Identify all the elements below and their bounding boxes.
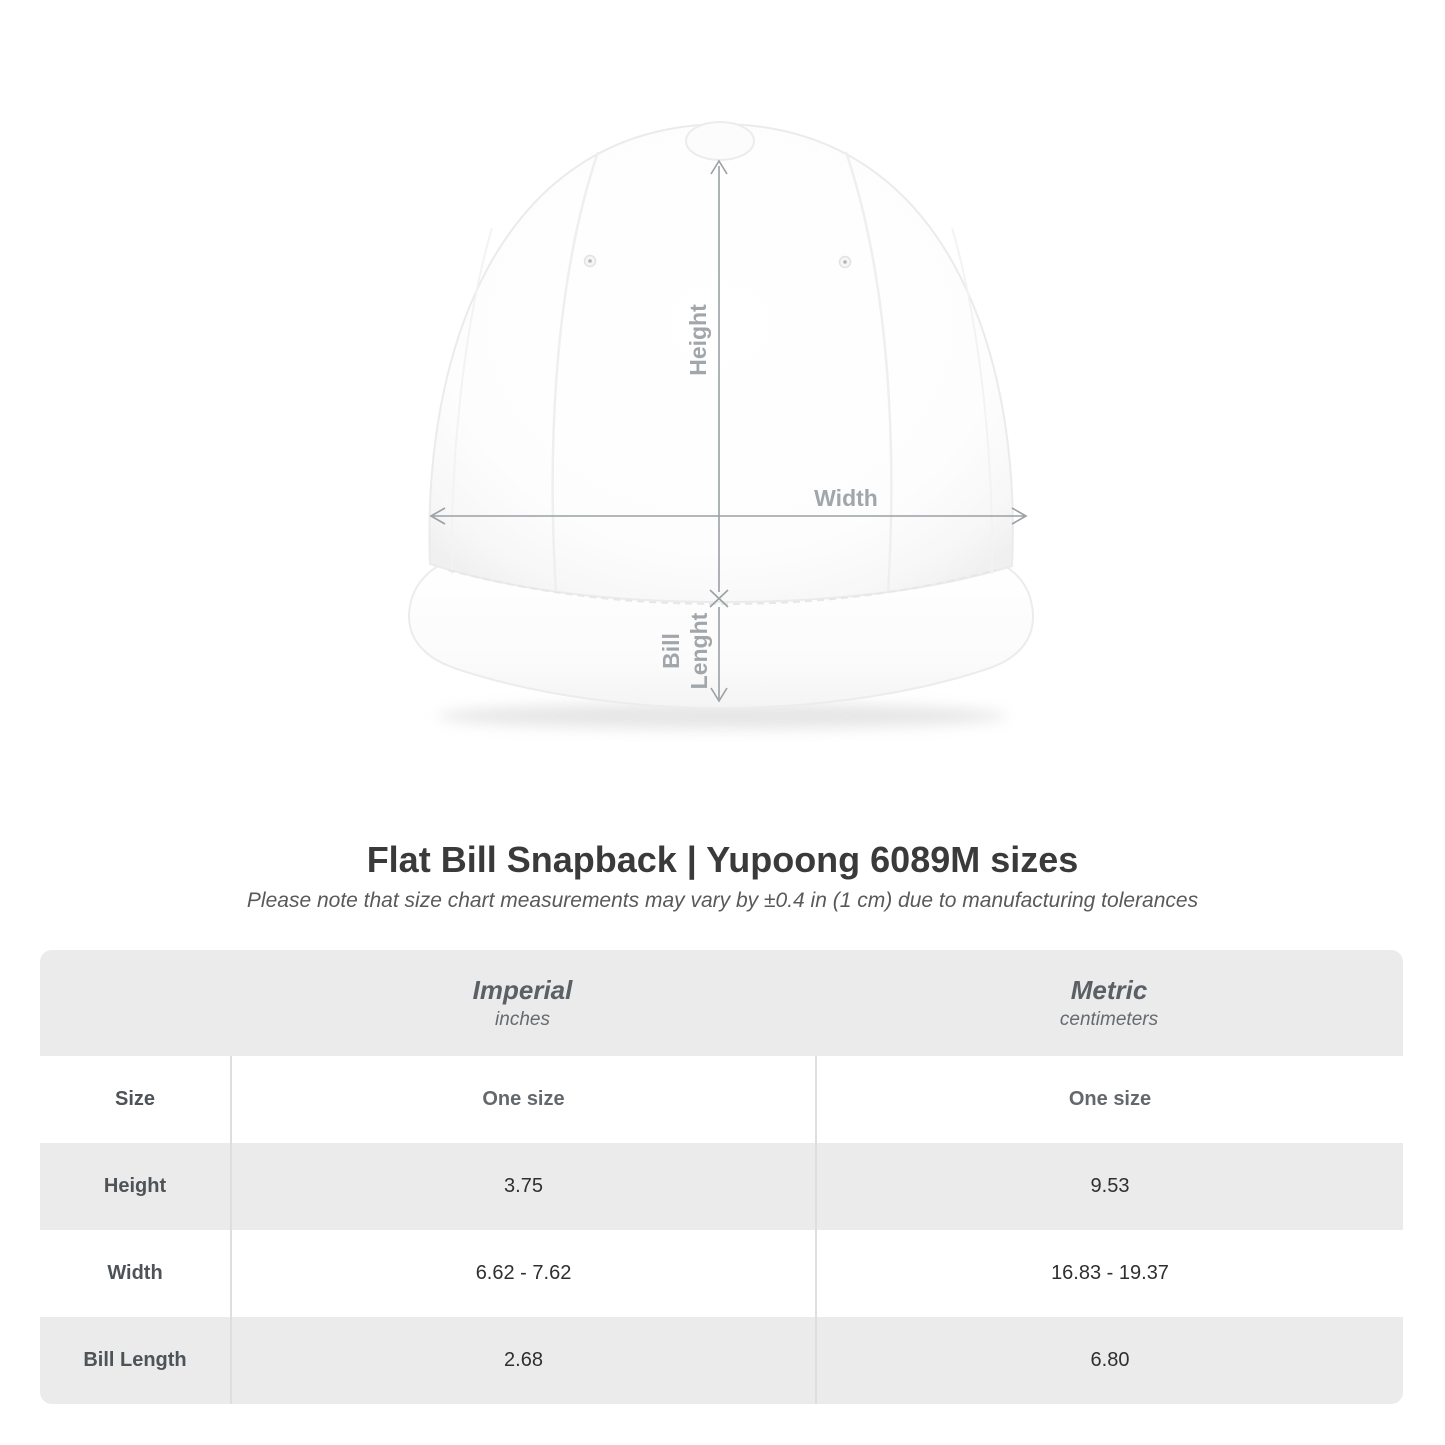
table-row-size: [40, 1056, 1403, 1143]
imperial-value: 3.75: [230, 1143, 815, 1230]
imperial-value: One size: [230, 1056, 815, 1143]
imperial-column-title: Imperial: [472, 975, 573, 1005]
metric-value: 16.83 - 19.37: [815, 1230, 1403, 1317]
row-label: Bill Length: [83, 1349, 187, 1371]
table-row-bill-length: [40, 1317, 1403, 1404]
metric-value: 9.53: [815, 1143, 1403, 1230]
table-row-height: [40, 1143, 1403, 1230]
table-header: [40, 950, 1403, 1056]
row-label: Width: [107, 1262, 163, 1284]
eyelet-right: [840, 257, 851, 268]
table-row-width: [40, 1230, 1403, 1317]
imperial-value: 2.68: [230, 1317, 815, 1404]
bill-length-measure-label-line1: Bill: [658, 633, 684, 669]
imperial-value: 6.62 - 7.62: [230, 1230, 815, 1317]
metric-column-title: Metric: [1070, 975, 1148, 1005]
eyelet-left: [585, 256, 596, 267]
row-label: Height: [103, 1175, 167, 1197]
metric-value: 6.80: [815, 1317, 1403, 1404]
metric-value: One size: [815, 1056, 1403, 1143]
hat-crown: [429, 124, 1012, 602]
imperial-column-header: [230, 975, 815, 1031]
height-measure-label: Height: [685, 304, 711, 376]
imperial-column-unit: inches: [495, 1009, 550, 1030]
hat-button: [686, 122, 754, 160]
row-label: Size: [114, 1088, 156, 1110]
caption-block: [0, 840, 1445, 913]
page-title: Flat Bill Snapback | Yupoong 6089M sizes: [366, 839, 1079, 880]
metric-column-unit: centimeters: [1059, 1009, 1159, 1030]
page-subtitle: Please note that size chart measurements may vary by ±0.4 in (1 cm) due to manufacturing tolerances: [246, 888, 1199, 912]
bill-length-measure-label-line2: Lenght: [686, 612, 712, 690]
metric-column-header: [815, 975, 1403, 1031]
width-measure-label: Width: [814, 485, 878, 511]
size-chart-table: [40, 950, 1403, 1404]
